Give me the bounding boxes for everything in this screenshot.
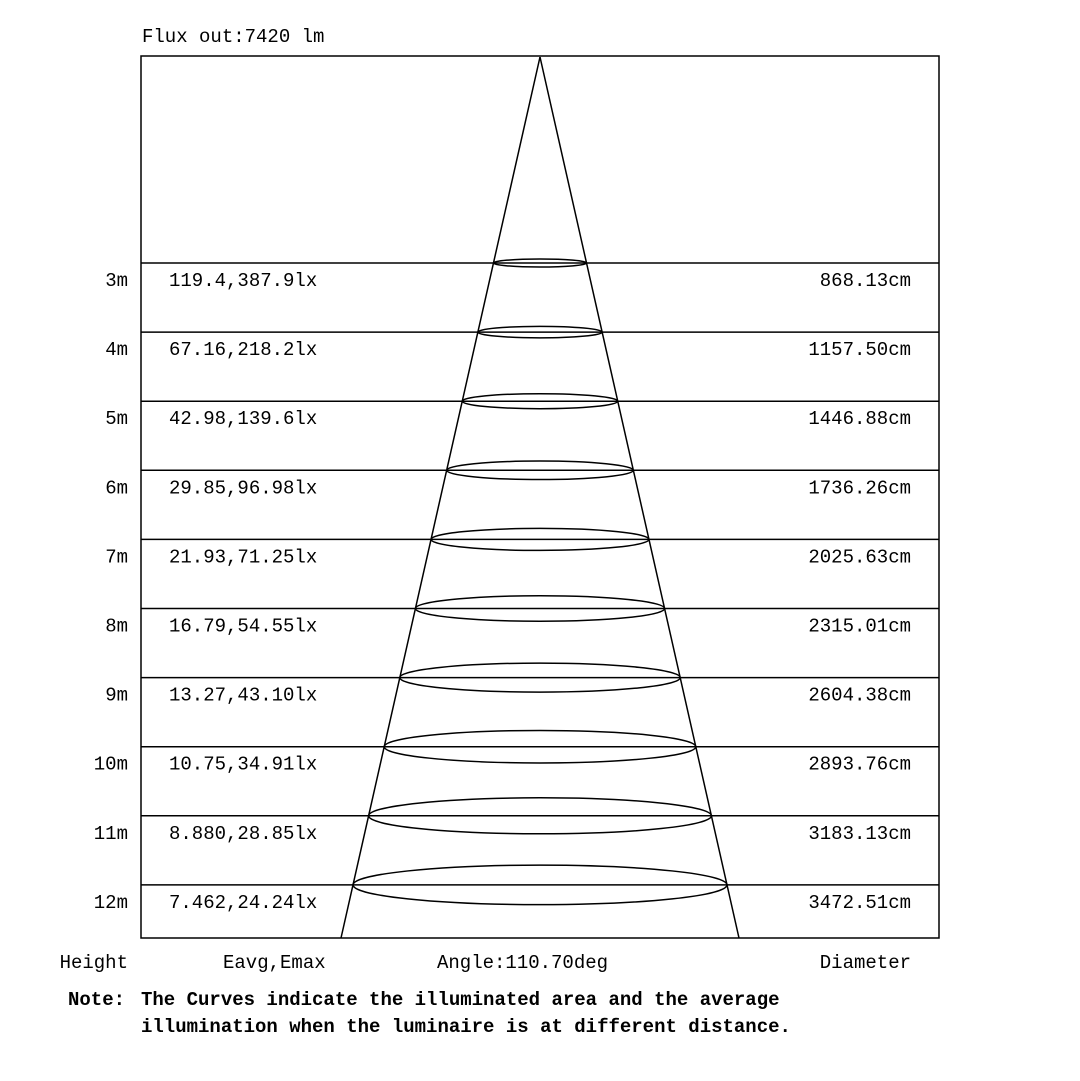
row-height-label: 7m (105, 546, 128, 569)
row-illuminance-label: 16.79,54.55lx (169, 615, 318, 638)
row-diameter-label: 1446.88cm (808, 408, 911, 431)
row-height-label: 6m (105, 477, 128, 500)
row-illuminance-label: 13.27,43.10lx (169, 684, 318, 707)
row-illuminance-label: 21.93,71.25lx (169, 546, 318, 569)
row-illuminance-label: 67.16,218.2lx (169, 339, 318, 362)
row-height-label: 8m (105, 615, 128, 638)
row-diameter-label: 1157.50cm (808, 339, 911, 362)
note-line-1: The Curves indicate the illuminated area and the average (141, 989, 780, 1011)
illuminance-column-label: Eavg,Emax (223, 952, 326, 974)
row-diameter-label: 3472.51cm (808, 891, 911, 914)
row-diameter-label: 1736.26cm (808, 477, 911, 500)
row-height-label: 12m (93, 891, 128, 914)
angle-label: Angle:110.70deg (437, 952, 609, 974)
note-line-2: illumination when the luminaire is at different distance. (141, 1016, 791, 1038)
row-height-label: 5m (105, 408, 128, 431)
row-diameter-label: 2025.63cm (808, 546, 911, 569)
row-illuminance-label: 8.880,28.85lx (169, 822, 318, 845)
row-diameter-label: 868.13cm (819, 270, 911, 292)
note-prefix: Note: (68, 989, 126, 1011)
row-height-label: 3m (105, 270, 128, 292)
row-diameter-label: 2893.76cm (808, 753, 911, 776)
row-illuminance-label: 29.85,96.98lx (169, 477, 318, 500)
diameter-column-label: Diameter (819, 952, 911, 974)
cone-left-edge (341, 57, 540, 938)
row-illuminance-label: 7.462,24.24lx (169, 891, 318, 914)
beam-cone (341, 57, 739, 938)
cone-right-edge (540, 57, 739, 938)
row-illuminance-label: 119.4,387.9lx (169, 270, 318, 292)
row-illuminance-label: 42.98,139.6lx (169, 408, 318, 431)
row-height-label: 10m (93, 753, 128, 776)
row-diameter-label: 2604.38cm (808, 684, 911, 707)
distance-rows (94, 263, 939, 914)
height-column-label: Height (59, 952, 128, 974)
row-height-label: 4m (105, 339, 128, 362)
row-illuminance-label: 10.75,34.91lx (169, 753, 318, 776)
row-height-label: 9m (105, 684, 128, 707)
row-height-label: 11m (93, 822, 128, 845)
flux-label: Flux out:7420 lm (142, 26, 325, 48)
row-diameter-label: 3183.13cm (808, 822, 911, 845)
row-diameter-label: 2315.01cm (808, 615, 911, 638)
